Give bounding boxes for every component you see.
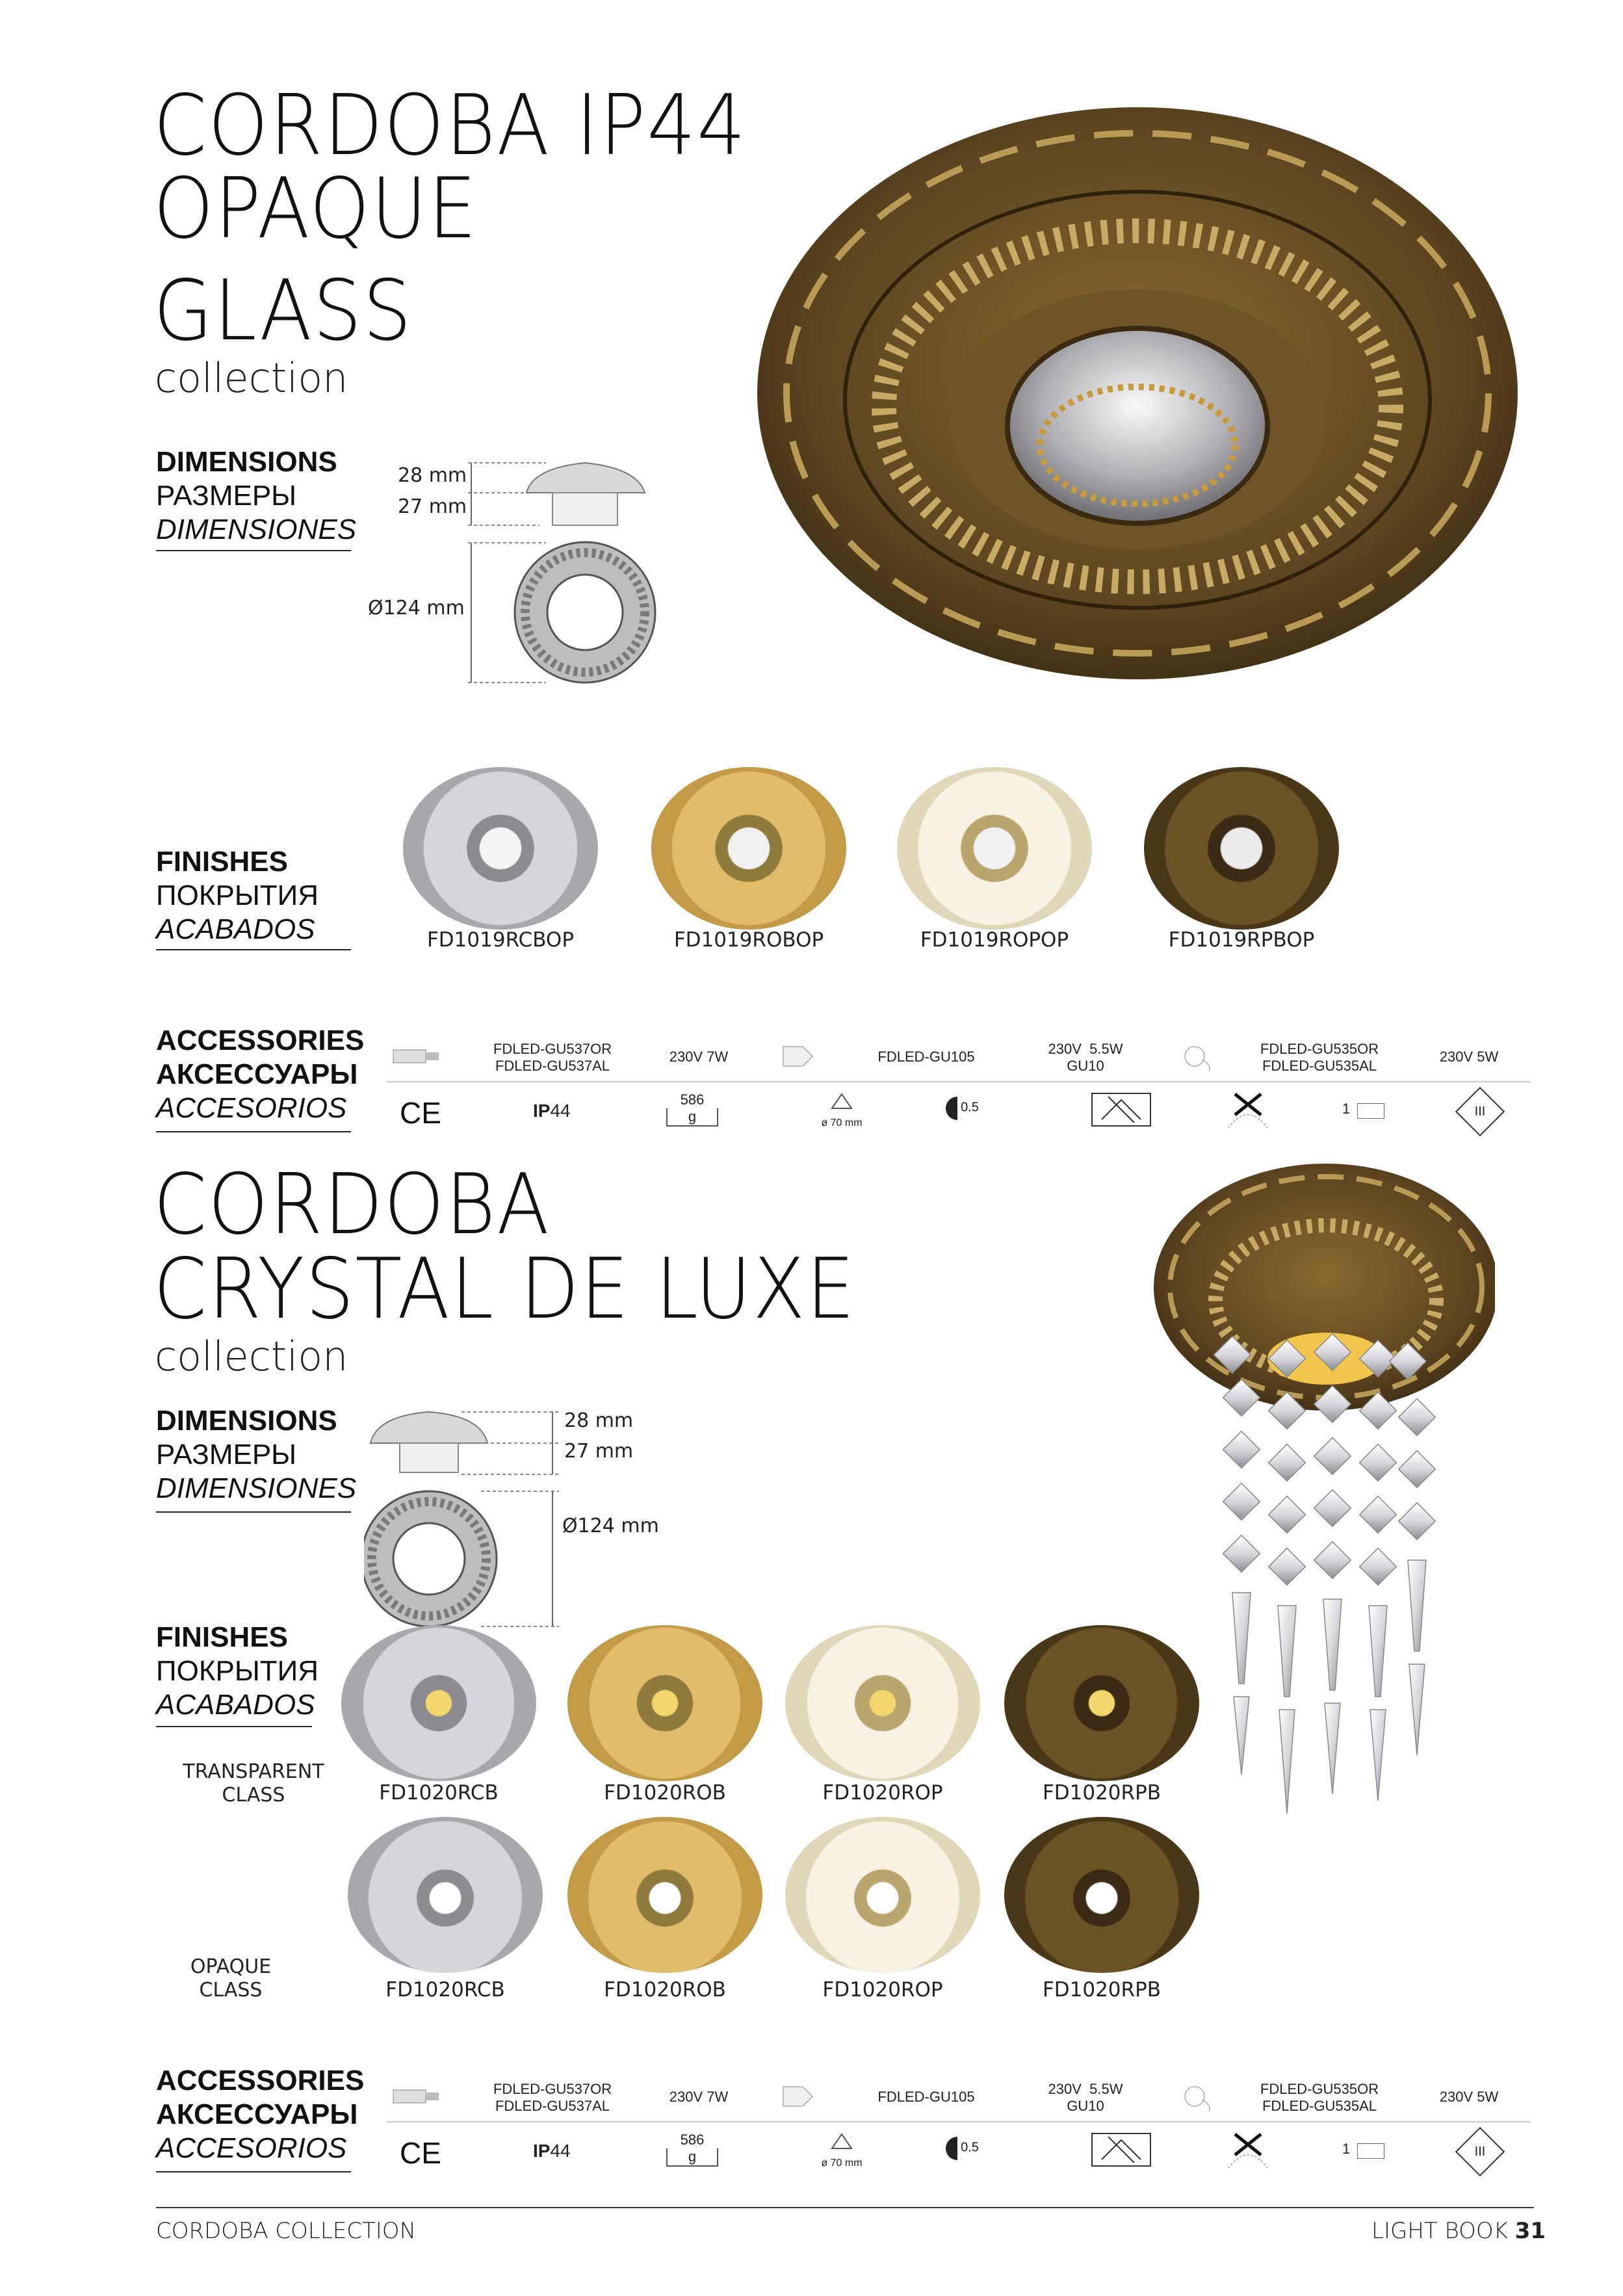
finish-swatch-gold <box>651 767 846 930</box>
pieces-badge: 1 <box>1342 1101 1384 1119</box>
collection2-label: collection <box>155 1333 348 1380</box>
opaque-code-2: FD1020ROB <box>604 1978 726 2002</box>
transparent-code-1: FD1020RCB <box>379 1781 499 1805</box>
lamp3-codes: FDLED-GU535OR FDLED-GU535AL <box>1260 1041 1379 1074</box>
bulb-icon-2 <box>777 2080 822 2113</box>
transparent-swatch-chrome <box>341 1625 536 1781</box>
cert-row-2 <box>387 2129 1544 2181</box>
title2-line-2: CRYSTAL DE LUXE <box>153 1241 856 1338</box>
weight-badge: 586 g <box>666 1091 718 1127</box>
accessory-row-2 <box>387 2077 1544 2122</box>
collection-label: collection <box>155 354 348 402</box>
opaque-swatch-chrome <box>348 1817 543 1973</box>
lamp-icon <box>387 1043 445 1069</box>
dim2-diameter: Ø124 mm <box>562 1515 659 1537</box>
finish-swatch-ivory <box>897 767 1092 930</box>
weight-badge-2: 586 g <box>666 2132 718 2167</box>
transparent-code-3: FD1020ROP <box>822 1781 943 1805</box>
opaque-code-1: FD1020RCB <box>385 1978 505 2002</box>
lamp3-codes-2: FDLED-GU535OR FDLED-GU535AL <box>1260 2081 1379 2114</box>
transparent-code-2: FD1020ROB <box>604 1781 726 1805</box>
dim-height-1: 28 mm <box>398 464 467 487</box>
not-for-covering-icon-2 <box>1222 2129 1274 2174</box>
dim2-height-2: 27 mm <box>564 1440 634 1463</box>
dimensions-label: DIMENSIONS РАЗМЕРЫ DIMENSIONES <box>156 446 357 545</box>
lamp3-spec-2: 230V 5W <box>1439 2089 1499 2105</box>
lamp1-spec: 230V 7W <box>669 1049 729 1065</box>
transparent-swatch-gold <box>567 1625 762 1781</box>
class-iii-icon: III <box>1455 1087 1505 1136</box>
accessory-row <box>387 1037 1544 1082</box>
lamp2-spec-2: 230V 5.5W GU10 <box>1048 2081 1123 2114</box>
pieces-badge-2: 1 <box>1342 2141 1384 2159</box>
dimension-drawing <box>455 455 682 689</box>
cert-row <box>387 1089 1544 1141</box>
accessories-label: ACCESSORIES АКСЕССУАРЫ ACCESORIOS <box>156 1024 365 1124</box>
finish-code-1: FD1019RCBOP <box>426 928 575 952</box>
transparent-code-4: FD1020RPB <box>1042 1781 1162 1805</box>
module-icon-2 <box>1176 2080 1215 2113</box>
not-for-covering-icon <box>1222 1089 1274 1134</box>
dim-diameter: Ø124 mm <box>368 597 465 620</box>
lamp1-codes: FDLED-GU537OR FDLED-GU537AL <box>493 1041 612 1074</box>
cutout-badge: ø 70 mm <box>803 1089 881 1132</box>
accessories2-label: ACCESSORIES АКСЕССУАРЫ ACCESORIOS <box>156 2065 365 2164</box>
transparent-swatch-bronze <box>1004 1625 1199 1781</box>
module-icon <box>1176 1040 1215 1073</box>
opaque-code-4: FD1020RPB <box>1042 1978 1162 2002</box>
transparent-class-label: TRANSPARENT CLASS <box>183 1760 324 1807</box>
finish-code-4: FD1019RPBOP <box>1168 928 1315 952</box>
cutout-badge-2: ø 70 mm <box>803 2129 881 2172</box>
dim2-height-1: 28 mm <box>564 1409 634 1432</box>
opaque-class-label: OPAQUE CLASS <box>190 1955 272 2002</box>
class-iii-icon-2: III <box>1455 2127 1505 2176</box>
title-line-3: GLASS <box>153 263 413 359</box>
distance-badge-2: 0.5 <box>946 2137 979 2160</box>
ip-rating: IP44 <box>533 1101 571 1121</box>
dim-height-2: 27 mm <box>398 495 467 518</box>
lamp2-code: FDLED-GU105 <box>877 1049 975 1065</box>
opaque-code-3: FD1020ROP <box>822 1978 943 2002</box>
dimension2-drawing <box>364 1404 572 1638</box>
lamp1-codes-2: FDLED-GU537OR FDLED-GU537AL <box>493 2081 612 2114</box>
finishes-label: FINISHES ПОКРЫТИЯ ACABADOS <box>156 846 319 945</box>
hero-product-image <box>747 94 1527 692</box>
ce-mark: CE <box>400 1096 441 1130</box>
opaque-swatch-gold <box>567 1817 762 1973</box>
ip-rating-2: IP44 <box>533 2141 571 2161</box>
opaque-swatch-ivory <box>785 1817 980 1973</box>
title2-line-1: CORDOBA <box>153 1156 551 1253</box>
finishes2-label: FINISHES ПОКРЫТИЯ ACABADOS <box>156 1621 319 1721</box>
finish-code-3: FD1019ROPOP <box>920 928 1069 952</box>
no-insulation-icon-2 <box>1089 2130 1154 2169</box>
distance-badge: 0.5 <box>946 1097 979 1120</box>
bulb-icon <box>777 1040 822 1073</box>
finish-code-2: FD1019ROBOP <box>673 928 824 952</box>
lamp3-spec: 230V 5W <box>1439 1049 1499 1065</box>
lamp1-spec-2: 230V 7W <box>669 2089 729 2105</box>
footer-right: LIGHT BOOK 31 <box>1371 2218 1546 2244</box>
footer-left: CORDOBA COLLECTION <box>156 2218 416 2244</box>
page-number: 31 <box>1514 2218 1546 2244</box>
crystal-product-image <box>1131 1164 1495 1944</box>
opaque-swatch-bronze <box>1004 1817 1199 1973</box>
transparent-swatch-ivory <box>785 1625 980 1781</box>
title-line-1: CORDOBA IP44 <box>153 77 747 174</box>
lamp-icon-2 <box>387 2083 445 2109</box>
ce-mark-2: CE <box>400 2136 441 2170</box>
lamp2-spec: 230V 5.5W GU10 <box>1048 1041 1123 1074</box>
finish-swatch-chrome <box>403 767 598 930</box>
lamp2-code-2: FDLED-GU105 <box>877 2089 975 2105</box>
dimensions2-label: DIMENSIONS РАЗМЕРЫ DIMENSIONES <box>156 1405 357 1504</box>
finish-swatch-bronze <box>1144 767 1339 930</box>
no-insulation-icon <box>1089 1090 1154 1129</box>
title-line-2: OPAQUE <box>153 161 478 257</box>
